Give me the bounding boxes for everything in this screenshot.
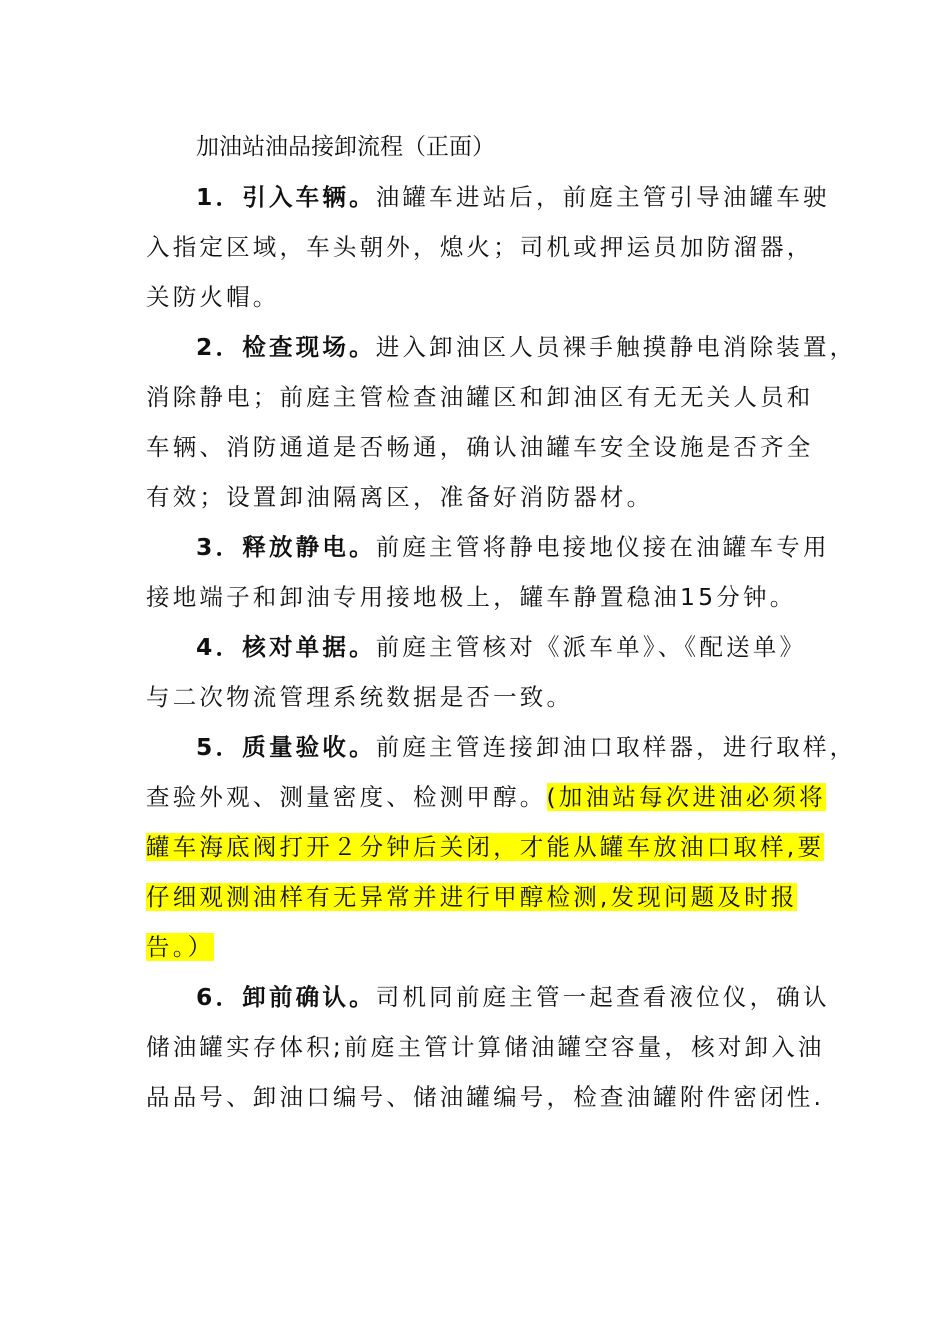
step-number: 4． [196,633,243,661]
step-heading: 卸前确认。 [242,983,376,1011]
step-6-line-1 [196,979,830,1015]
step-2-line-2: 消除静电；前庭主管检查油罐区和卸油区有无无关人员和 [146,383,814,411]
step-5-line-3 [146,829,824,865]
document-title: 加油站油品接卸流程（正面） [196,134,495,160]
step-text: 查验外观、测量密度、检测甲醇。 [146,783,547,811]
step-number: 1． [196,183,243,211]
step-heading: 质量验收。 [242,733,376,761]
step-heading: 核对单据。 [242,633,376,661]
step-5-line-4 [146,879,797,915]
step-heading: 释放静电。 [242,533,376,561]
step-2-line-3: 车辆、消防通道是否畅通，确认油罐车安全设施是否齐全 [146,433,814,461]
step-number: 5． [196,733,243,761]
step-number: 2． [196,333,243,361]
step-4-line-2: 与二次物流管理系统数据是否一致。 [146,683,574,711]
step-heading: 引入车辆。 [242,183,376,211]
step-1-line-3: 关防火帽。 [146,283,280,311]
step-5-line-2 [146,779,826,815]
step-heading: 检查现场。 [242,333,376,361]
step-6-line-2: 储油罐实存体积;前庭主管计算储油罐空容量，核对卸入油 [146,1033,825,1061]
step-text: 油罐车进站后，前庭主管引导油罐车驶 [375,183,830,211]
step-1-line-1 [196,179,830,215]
step-text: 前庭主管连接卸油口取样器，进行取样， [375,733,857,761]
step-5-line-1 [196,729,856,765]
highlighted-note: (加油站每次进油必须将 [546,783,826,811]
step-5-line-5 [146,929,214,965]
step-text: 前庭主管将静电接地仪接在油罐车专用 [375,533,830,561]
step-text: 前庭主管核对《派车单》、《配送单》 [375,633,807,661]
step-2-line-4: 有效；设置卸油隔离区，准备好消防器材。 [146,483,654,511]
highlighted-note: 仔细观测油样有无异常并进行甲醇检测,发现问题及时报 [146,883,798,911]
step-3-line-1 [196,529,830,565]
step-3-line-2: 接地端子和卸油专用接地极上，罐车静置稳油15分钟。 [146,583,797,611]
step-1-line-2: 入指定区域，车头朝外，熄火；司机或押运员加防溜器， [146,233,814,261]
step-text: 进入卸油区人员裸手触摸静电消除装置， [375,333,857,361]
step-4-line-1 [196,629,806,665]
step-number: 3． [196,533,243,561]
step-6-line-3: 品品号、卸油口编号、储油罐编号，检查油罐附件密闭性. [146,1083,825,1111]
step-number: 6． [196,983,243,1011]
step-text: 司机同前庭主管一起查看液位仪，确认 [375,983,830,1011]
highlighted-note: 罐车海底阀打开２分钟后关闭，才能从罐车放油口取样,要 [146,833,825,861]
step-2-line-1 [196,329,856,365]
highlighted-note: 告。） [146,933,215,961]
